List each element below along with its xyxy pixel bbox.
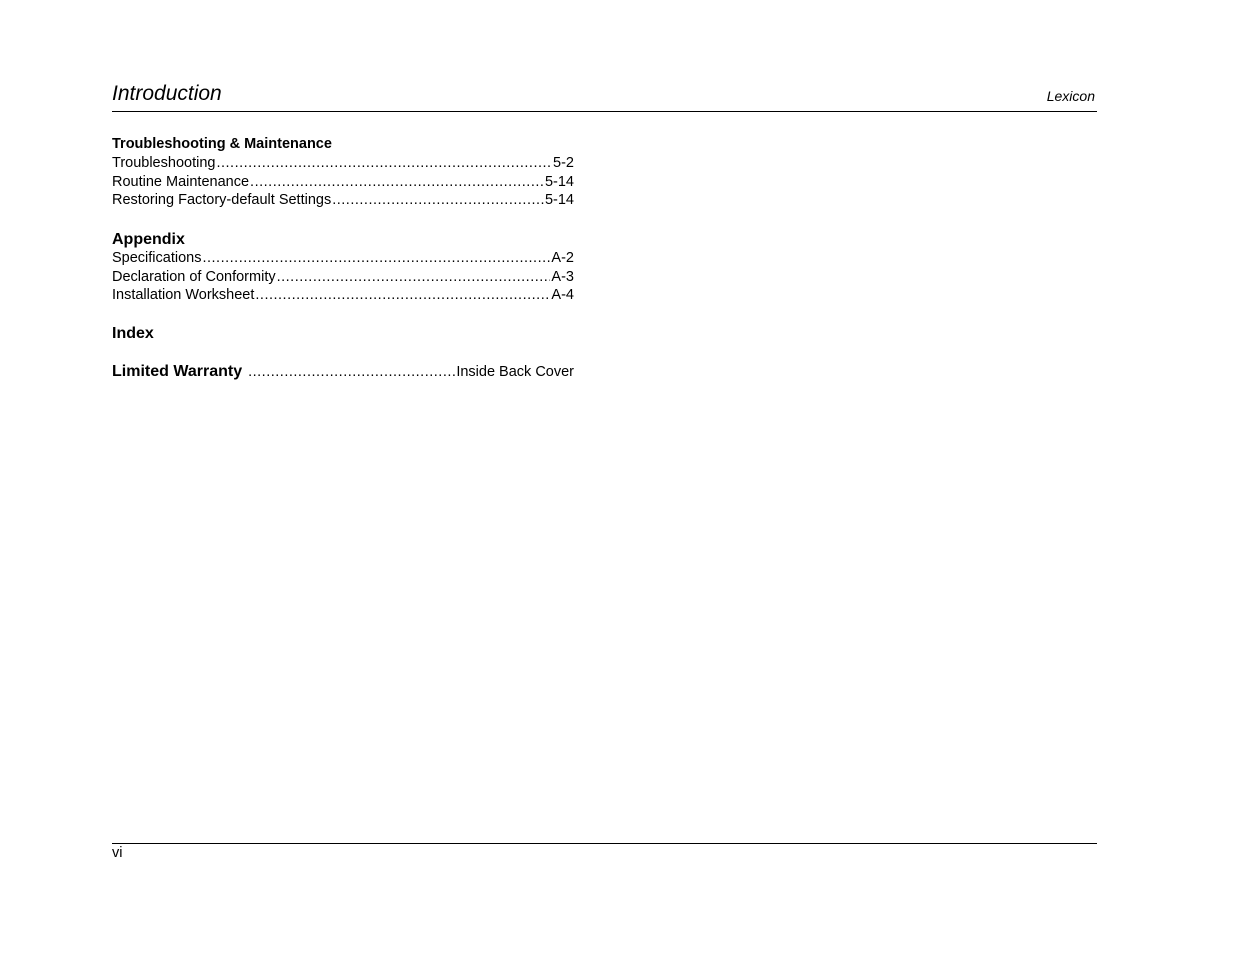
dot-leader <box>255 286 550 305</box>
entry-page: 5-2 <box>553 155 574 171</box>
section-title: Index <box>112 325 154 343</box>
dot-leader <box>248 363 455 382</box>
page-footer <box>112 843 1097 861</box>
dot-leader <box>216 154 552 173</box>
entry-label: Specifications <box>112 250 202 267</box>
dot-leader <box>202 249 550 268</box>
entry-label: Limited Warranty <box>112 363 243 381</box>
entry-page: A-3 <box>551 268 574 285</box>
dot-leader <box>277 268 551 287</box>
dot-leader <box>332 191 544 210</box>
entry-page: A-4 <box>551 287 574 304</box>
toc-entry-routine-maintenance[interactable] <box>112 173 574 192</box>
toc-entry-specifications[interactable] <box>112 249 574 268</box>
page-number: vi <box>112 845 123 861</box>
entry-page: A-2 <box>551 250 574 267</box>
page-header <box>112 80 1097 112</box>
toc-entry-troubleshooting[interactable] <box>112 154 574 173</box>
toc-entry-restoring-factory-default[interactable] <box>112 191 574 210</box>
section-title: Troubleshooting & Maintenance <box>112 136 332 152</box>
table-of-contents <box>112 135 574 381</box>
entry-label: Declaration of Conformity <box>112 268 276 285</box>
dot-leader <box>250 173 544 192</box>
section-title: Appendix <box>112 231 185 249</box>
entry-page: 5-14 <box>544 173 574 190</box>
entry-page: 5-14 <box>544 192 574 209</box>
toc-section-troubleshooting <box>112 135 574 210</box>
toc-section-index[interactable] <box>112 324 574 343</box>
chapter-title: Introduction <box>112 82 222 105</box>
entry-label: Routine Maintenance <box>112 173 250 190</box>
entry-label: Restoring Factory-default Settings <box>112 192 332 209</box>
toc-entry-declaration-of-conformity[interactable] <box>112 268 574 287</box>
entry-page: Inside Back Cover <box>456 364 574 381</box>
entry-label: Installation Worksheet <box>112 287 255 304</box>
toc-entry-limited-warranty[interactable] <box>112 362 574 381</box>
toc-section-appendix <box>112 230 574 305</box>
toc-entry-installation-worksheet[interactable] <box>112 286 574 305</box>
entry-label: Troubleshooting <box>112 155 216 171</box>
brand-name: Lexicon <box>1046 88 1095 104</box>
